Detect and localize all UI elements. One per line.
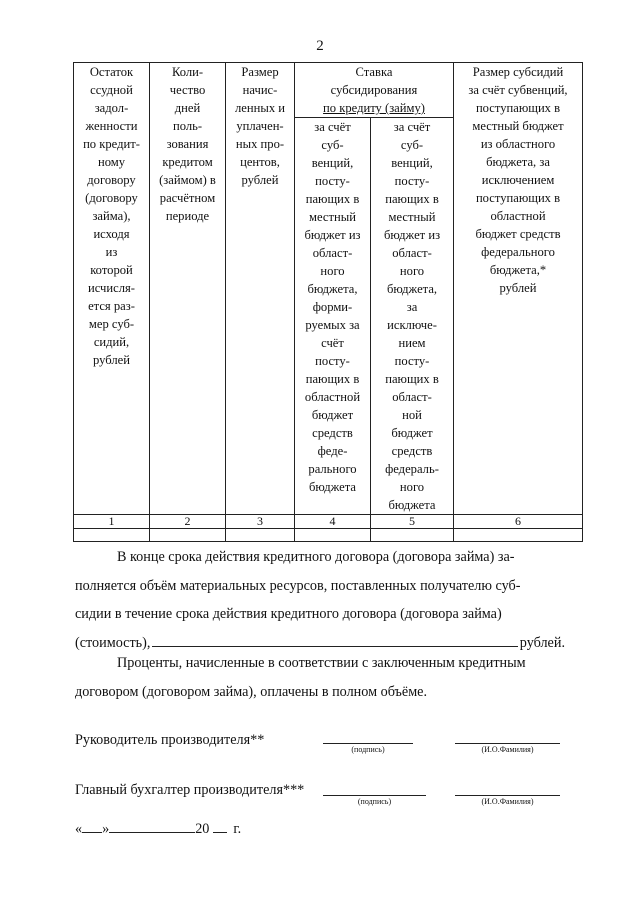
date-close-quote: » <box>102 821 110 837</box>
accountant-signature-label: Главный бухгалтер производителя*** <box>75 782 305 798</box>
paragraph-interest-line: договором (договором займа), оплачены в полном объёме. <box>75 683 428 700</box>
column-number: 2 <box>150 515 226 529</box>
paragraph-materials <box>75 543 565 657</box>
header-subsidy-rate-subtitle: по кредиту (займу) <box>323 101 425 115</box>
header-days-count: Коли- чество дней поль- зования кредитом (займом) в расчётном периоде <box>150 63 226 515</box>
head-name-line[interactable]: (И.О.Фамилия) <box>455 743 560 756</box>
year-suffix: г. <box>233 821 242 837</box>
header-rate-regional: за счёт суб- венций, посту- пающих в местный бюджет из област- ного бюджета, за исключе- нием посту- пающих в област- ной бюджет средств федераль- ного бюджета <box>371 118 454 515</box>
header-subsidy-rate-title: Ставка субсидирования <box>330 65 418 97</box>
month-input-line[interactable] <box>109 818 195 833</box>
head-signature-label: Руководитель производителя** <box>75 732 265 748</box>
currency-label: рублей. <box>519 634 565 651</box>
paragraph-materials-line: полняется объём материальных ресурсов, поставленных получателю суб- <box>75 577 521 594</box>
page-number: 2 <box>316 38 324 54</box>
table-cell[interactable] <box>226 529 295 542</box>
table-cell[interactable] <box>454 529 583 542</box>
year-input-line[interactable] <box>213 818 227 833</box>
day-input-line[interactable] <box>82 818 102 833</box>
date-line <box>75 818 241 838</box>
date-open-quote: « <box>75 821 83 837</box>
cost-input-line[interactable] <box>152 630 517 647</box>
column-number: 4 <box>295 515 371 529</box>
paragraph-materials-line: сидии в течение срока действия кредитного договора (договора займа) <box>75 606 502 622</box>
table-cell[interactable] <box>74 529 150 542</box>
table-row <box>74 529 583 542</box>
table-number-row <box>74 515 583 529</box>
paragraph-interest-line: Проценты, начисленные в соответствии с заключенным кредитным <box>117 655 526 671</box>
column-number: 1 <box>74 515 150 529</box>
paragraph-materials-line: В конце срока действия кредитного договора (договора займа) за- <box>117 549 515 565</box>
year-prefix: 20 <box>195 821 210 837</box>
header-rate-federal: за счёт суб- венций, посту- пающих в местный бюджет из област- ного бюджета, форми- руемых за счёт посту- пающих в областной бюджет средств феде- рального бюджета <box>295 118 371 515</box>
head-signature-line[interactable]: (подпись) <box>323 743 413 756</box>
cost-label: (стоимость), <box>75 634 151 651</box>
header-loan-balance: Остаток ссудной задол- женности по кредит- ному договору (договору займа), исходя из которой исчисля- ется раз- мер суб- сидий, рублей <box>74 63 150 515</box>
paragraph-interest <box>75 649 565 706</box>
header-interest-amount: Размер начис- ленных и уплачен- ных про- центов, рублей <box>226 63 295 515</box>
table-cell[interactable] <box>371 529 454 542</box>
subsidy-table <box>73 62 583 542</box>
column-number: 6 <box>454 515 583 529</box>
table-cell[interactable] <box>150 529 226 542</box>
header-subsidy-amount: Размер субсидий за счёт субвенций, поступающих в местный бюджет из областного бюджета, за исключением поступающих в областной бюджет средств федерального бюджета,* рублей <box>454 63 583 515</box>
table-header-row <box>74 63 583 118</box>
table-cell[interactable] <box>295 529 371 542</box>
accountant-name-line[interactable]: (И.О.Фамилия) <box>455 795 560 808</box>
header-subsidy-rate <box>295 63 454 118</box>
accountant-signature-line[interactable]: (подпись) <box>323 795 426 808</box>
column-number: 3 <box>226 515 295 529</box>
column-number: 5 <box>371 515 454 529</box>
